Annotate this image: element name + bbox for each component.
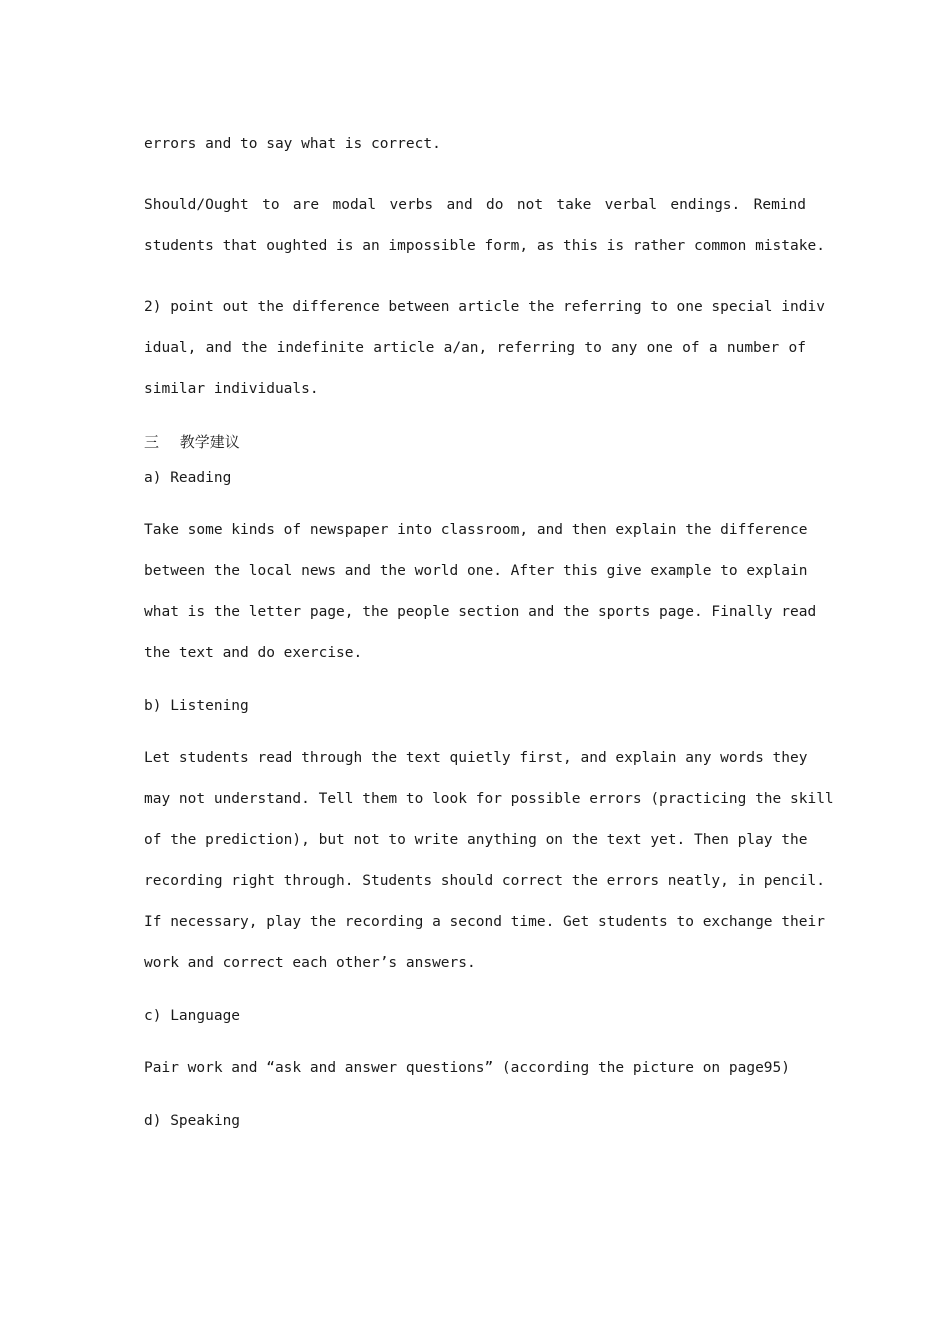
text-line: Take some kinds of newspaper into classroom, and then explain the difference [144, 522, 808, 538]
text-line: errors and to say what is correct. [144, 136, 441, 152]
section-number: 三 [144, 433, 160, 451]
paragraph-articles [144, 287, 825, 410]
subheading-speaking: d) Speaking [144, 1113, 241, 1129]
text-line: Let students read through the text quietly first, and explain any words they [144, 750, 808, 766]
text-line: work and correct each other’s answers. [144, 955, 476, 971]
text-line: idual, and the indefinite article a/an, referring to any one of a number of [144, 340, 806, 356]
subheading-listening: b) Listening [144, 698, 249, 714]
text-line: may not understand. Tell them to look for possible errors (practicing the skill [144, 791, 834, 807]
text-line: what is the letter page, the people section and the sports page. Finally read [144, 604, 817, 620]
text-line: 2) point out the difference between article the referring to one special indiv [144, 299, 825, 315]
section-heading [144, 430, 806, 454]
text-line: If necessary, play the recording a second time. Get students to exchange their [144, 914, 825, 930]
document-body [144, 124, 834, 1153]
paragraph-reading [144, 510, 817, 674]
text-line: similar individuals. [144, 381, 319, 397]
text-line: the text and do exercise. [144, 645, 363, 661]
subheading-language: c) Language [144, 1008, 241, 1024]
subheading-reading: a) Reading [144, 470, 232, 486]
paragraph-modal-verbs [144, 185, 825, 267]
text-line: of the prediction), but not to write anything on the text yet. Then play the [144, 832, 808, 848]
paragraph-listening [144, 738, 834, 984]
text-line: between the local news and the world one. After this give example to explain [144, 563, 808, 579]
paragraph-language [144, 1048, 806, 1089]
text-line: students that oughted is an impossible form, as this is rather common mistake. [144, 238, 825, 254]
text-line: Pair work and “ask and answer questions” (according the picture on page95) [144, 1060, 791, 1076]
text-line: recording right through. Students should correct the errors neatly, in pencil. [144, 873, 825, 889]
paragraph-errors [144, 124, 806, 165]
section-title: 教学建议 [179, 433, 240, 451]
text-line: Should/Ought to are modal verbs and do not take verbal endings. Remind [144, 197, 806, 213]
